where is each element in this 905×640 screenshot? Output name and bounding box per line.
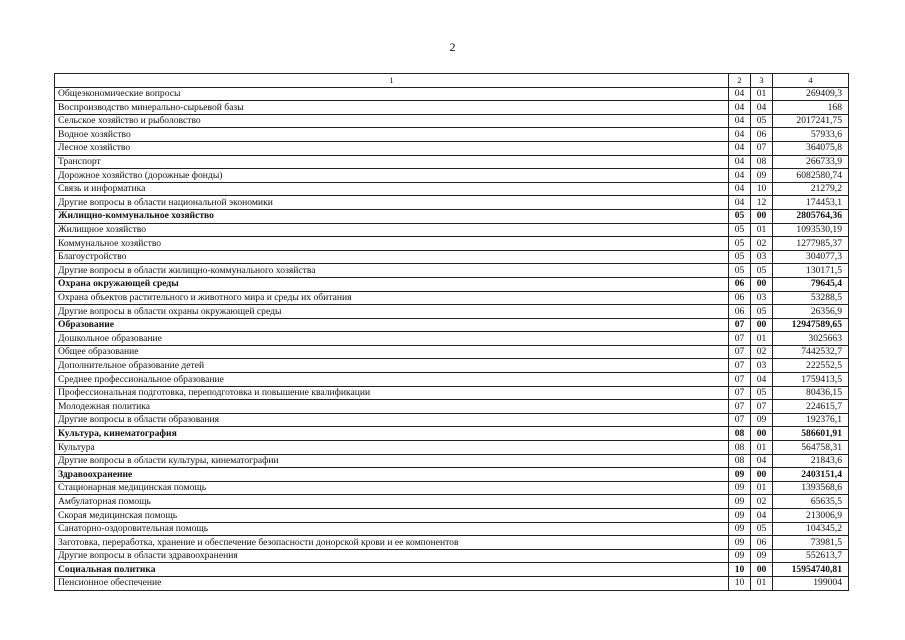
row-subsection-code: 05 [751, 114, 773, 128]
row-amount: 12947589,65 [773, 318, 849, 332]
row-subsection-code: 02 [751, 237, 773, 251]
row-amount: 1393568,6 [773, 481, 849, 495]
row-name: Водное хозяйство [55, 128, 729, 142]
row-name: Коммунальное хозяйство [55, 237, 729, 251]
row-name: Другие вопросы в области охраны окружающей среды [55, 305, 729, 319]
row-subsection-code: 09 [751, 169, 773, 183]
row-amount: 174453,1 [773, 196, 849, 210]
budget-table [54, 73, 849, 591]
row-subsection-code: 07 [751, 400, 773, 414]
table-row [55, 454, 849, 468]
row-subsection-code: 01 [751, 481, 773, 495]
row-amount: 65635,5 [773, 495, 849, 509]
row-section-code: 09 [729, 536, 751, 550]
row-name: Дорожное хозяйство (дорожные фонды) [55, 169, 729, 183]
table-row [55, 522, 849, 536]
table-row [55, 101, 849, 115]
row-name: Другие вопросы в области жилищно-коммунального хозяйства [55, 264, 729, 278]
table-row [55, 223, 849, 237]
row-name: Санаторно-оздоровительная помощь [55, 522, 729, 536]
row-section-code: 06 [729, 277, 751, 291]
row-name: Другие вопросы в области культуры, кинематографии [55, 454, 729, 468]
row-name: Связь и информатика [55, 182, 729, 196]
header-col-2: 2 [729, 74, 751, 88]
table-row [55, 155, 849, 169]
row-name: Охрана объектов растительного и животного мира и среды их обитания [55, 291, 729, 305]
row-amount: 80436,15 [773, 386, 849, 400]
table-row [55, 291, 849, 305]
row-section-code: 04 [729, 141, 751, 155]
row-name: Культура [55, 441, 729, 455]
row-subsection-code: 09 [751, 549, 773, 563]
row-section-code: 04 [729, 101, 751, 115]
table-row [55, 169, 849, 183]
table-row [55, 427, 849, 441]
row-name: Стационарная медицинская помощь [55, 481, 729, 495]
header-col-4: 4 [773, 74, 849, 88]
table-row [55, 536, 849, 550]
row-section-code: 05 [729, 209, 751, 223]
row-amount: 79645,4 [773, 277, 849, 291]
row-subsection-code: 02 [751, 345, 773, 359]
row-subsection-code: 06 [751, 536, 773, 550]
table-row [55, 563, 849, 577]
row-amount: 213006,9 [773, 509, 849, 523]
row-amount: 2017241,75 [773, 114, 849, 128]
row-subsection-code: 02 [751, 495, 773, 509]
row-section-code: 07 [729, 332, 751, 346]
row-name: Благоустройство [55, 250, 729, 264]
table-row [55, 359, 849, 373]
row-amount: 269409,3 [773, 87, 849, 101]
row-section-code: 05 [729, 237, 751, 251]
row-section-code: 09 [729, 549, 751, 563]
table-row [55, 196, 849, 210]
row-amount: 1277985,37 [773, 237, 849, 251]
table-row [55, 481, 849, 495]
table-row [55, 128, 849, 142]
row-name: Пенсионное обеспечение [55, 576, 729, 590]
row-section-code: 07 [729, 318, 751, 332]
row-name: Заготовка, переработка, хранение и обеспечение безопасности донорской крови и ее компонентов [55, 536, 729, 550]
row-name: Дошкольное образование [55, 332, 729, 346]
row-subsection-code: 08 [751, 155, 773, 169]
row-section-code: 05 [729, 250, 751, 264]
table-row [55, 209, 849, 223]
row-subsection-code: 10 [751, 182, 773, 196]
row-section-code: 04 [729, 114, 751, 128]
row-subsection-code: 00 [751, 427, 773, 441]
row-name: Общеэкономические вопросы [55, 87, 729, 101]
row-name: Социальная политика [55, 563, 729, 577]
table-row [55, 318, 849, 332]
row-section-code: 06 [729, 305, 751, 319]
row-subsection-code: 03 [751, 359, 773, 373]
row-amount: 199004 [773, 576, 849, 590]
row-subsection-code: 01 [751, 332, 773, 346]
row-amount: 304077,3 [773, 250, 849, 264]
row-subsection-code: 04 [751, 454, 773, 468]
table-row [55, 509, 849, 523]
row-section-code: 09 [729, 481, 751, 495]
table-row [55, 468, 849, 482]
table-row [55, 495, 849, 509]
row-amount: 3025663 [773, 332, 849, 346]
row-amount: 364075,8 [773, 141, 849, 155]
row-subsection-code: 04 [751, 509, 773, 523]
row-section-code: 09 [729, 509, 751, 523]
row-name: Молодежная политика [55, 400, 729, 414]
row-amount: 6082580,74 [773, 169, 849, 183]
header-col-3: 3 [751, 74, 773, 88]
row-amount: 26356,9 [773, 305, 849, 319]
row-section-code: 04 [729, 182, 751, 196]
table-row [55, 141, 849, 155]
row-amount: 224615,7 [773, 400, 849, 414]
row-subsection-code: 07 [751, 141, 773, 155]
row-name: Жилищно-коммунальное хозяйство [55, 209, 729, 223]
table-row [55, 250, 849, 264]
row-subsection-code: 01 [751, 223, 773, 237]
row-subsection-code: 05 [751, 264, 773, 278]
table-row [55, 332, 849, 346]
row-section-code: 05 [729, 264, 751, 278]
row-section-code: 10 [729, 563, 751, 577]
table-row [55, 386, 849, 400]
row-name: Жилищное хозяйство [55, 223, 729, 237]
row-amount: 7442532,7 [773, 345, 849, 359]
row-subsection-code: 05 [751, 522, 773, 536]
row-name: Скорая медицинская помощь [55, 509, 729, 523]
row-subsection-code: 04 [751, 101, 773, 115]
row-section-code: 08 [729, 454, 751, 468]
row-name: Другие вопросы в области национальной экономики [55, 196, 729, 210]
row-name: Образование [55, 318, 729, 332]
row-section-code: 07 [729, 359, 751, 373]
row-section-code: 07 [729, 373, 751, 387]
row-subsection-code: 03 [751, 250, 773, 264]
table-row [55, 345, 849, 359]
row-subsection-code: 01 [751, 441, 773, 455]
row-section-code: 04 [729, 169, 751, 183]
row-name: Воспроизводство минерально-сырьевой базы [55, 101, 729, 115]
row-name: Охрана окружающей среды [55, 277, 729, 291]
row-name: Культура, кинематография [55, 427, 729, 441]
row-section-code: 07 [729, 345, 751, 359]
row-name: Здравоохранение [55, 468, 729, 482]
row-section-code: 04 [729, 155, 751, 169]
row-section-code: 07 [729, 413, 751, 427]
row-name: Сельское хозяйство и рыболовство [55, 114, 729, 128]
row-amount: 168 [773, 101, 849, 115]
table-row [55, 576, 849, 590]
row-amount: 21279,2 [773, 182, 849, 196]
row-amount: 104345,2 [773, 522, 849, 536]
row-subsection-code: 01 [751, 87, 773, 101]
table-header-row [55, 74, 849, 88]
row-amount: 266733,9 [773, 155, 849, 169]
row-name: Общее образование [55, 345, 729, 359]
row-amount: 222552,5 [773, 359, 849, 373]
row-subsection-code: 04 [751, 373, 773, 387]
row-subsection-code: 00 [751, 468, 773, 482]
row-subsection-code: 00 [751, 318, 773, 332]
row-section-code: 04 [729, 196, 751, 210]
header-col-1: 1 [55, 74, 729, 88]
table-row [55, 549, 849, 563]
table-row [55, 87, 849, 101]
table-body [55, 87, 849, 590]
row-amount: 192376,1 [773, 413, 849, 427]
row-subsection-code: 00 [751, 563, 773, 577]
row-section-code: 09 [729, 522, 751, 536]
row-amount: 2403151,4 [773, 468, 849, 482]
row-subsection-code: 00 [751, 277, 773, 291]
row-name: Другие вопросы в области образования [55, 413, 729, 427]
row-amount: 1759413,5 [773, 373, 849, 387]
row-name: Среднее профессиональное образование [55, 373, 729, 387]
row-section-code: 07 [729, 386, 751, 400]
table-row [55, 277, 849, 291]
row-amount: 21843,6 [773, 454, 849, 468]
row-subsection-code: 12 [751, 196, 773, 210]
row-name: Транспорт [55, 155, 729, 169]
row-subsection-code: 05 [751, 305, 773, 319]
row-name: Профессиональная подготовка, переподготовка и повышение квалификации [55, 386, 729, 400]
row-subsection-code: 06 [751, 128, 773, 142]
row-amount: 1093530,19 [773, 223, 849, 237]
row-section-code: 04 [729, 128, 751, 142]
row-section-code: 09 [729, 495, 751, 509]
row-section-code: 09 [729, 468, 751, 482]
table-row [55, 400, 849, 414]
row-name: Дополнительное образование детей [55, 359, 729, 373]
page-number: 2 [449, 40, 456, 54]
row-name: Амбулаторная помощь [55, 495, 729, 509]
row-amount: 130171,5 [773, 264, 849, 278]
row-name: Лесное хозяйство [55, 141, 729, 155]
row-subsection-code: 03 [751, 291, 773, 305]
row-subsection-code: 01 [751, 576, 773, 590]
row-amount: 15954740,81 [773, 563, 849, 577]
row-amount: 564758,31 [773, 441, 849, 455]
row-amount: 57933,6 [773, 128, 849, 142]
row-amount: 552613,7 [773, 549, 849, 563]
row-section-code: 04 [729, 87, 751, 101]
table-row [55, 441, 849, 455]
row-section-code: 10 [729, 576, 751, 590]
row-section-code: 05 [729, 223, 751, 237]
row-subsection-code: 05 [751, 386, 773, 400]
row-amount: 53288,5 [773, 291, 849, 305]
table-row [55, 182, 849, 196]
table-row [55, 413, 849, 427]
row-amount: 2805764,36 [773, 209, 849, 223]
row-amount: 586601,91 [773, 427, 849, 441]
row-subsection-code: 00 [751, 209, 773, 223]
row-section-code: 08 [729, 441, 751, 455]
table-row [55, 114, 849, 128]
row-section-code: 06 [729, 291, 751, 305]
table-row [55, 237, 849, 251]
row-subsection-code: 09 [751, 413, 773, 427]
table-row [55, 264, 849, 278]
table-row [55, 305, 849, 319]
row-name: Другие вопросы в области здравоохранения [55, 549, 729, 563]
row-section-code: 07 [729, 400, 751, 414]
row-section-code: 08 [729, 427, 751, 441]
table-row [55, 373, 849, 387]
row-amount: 73981,5 [773, 536, 849, 550]
